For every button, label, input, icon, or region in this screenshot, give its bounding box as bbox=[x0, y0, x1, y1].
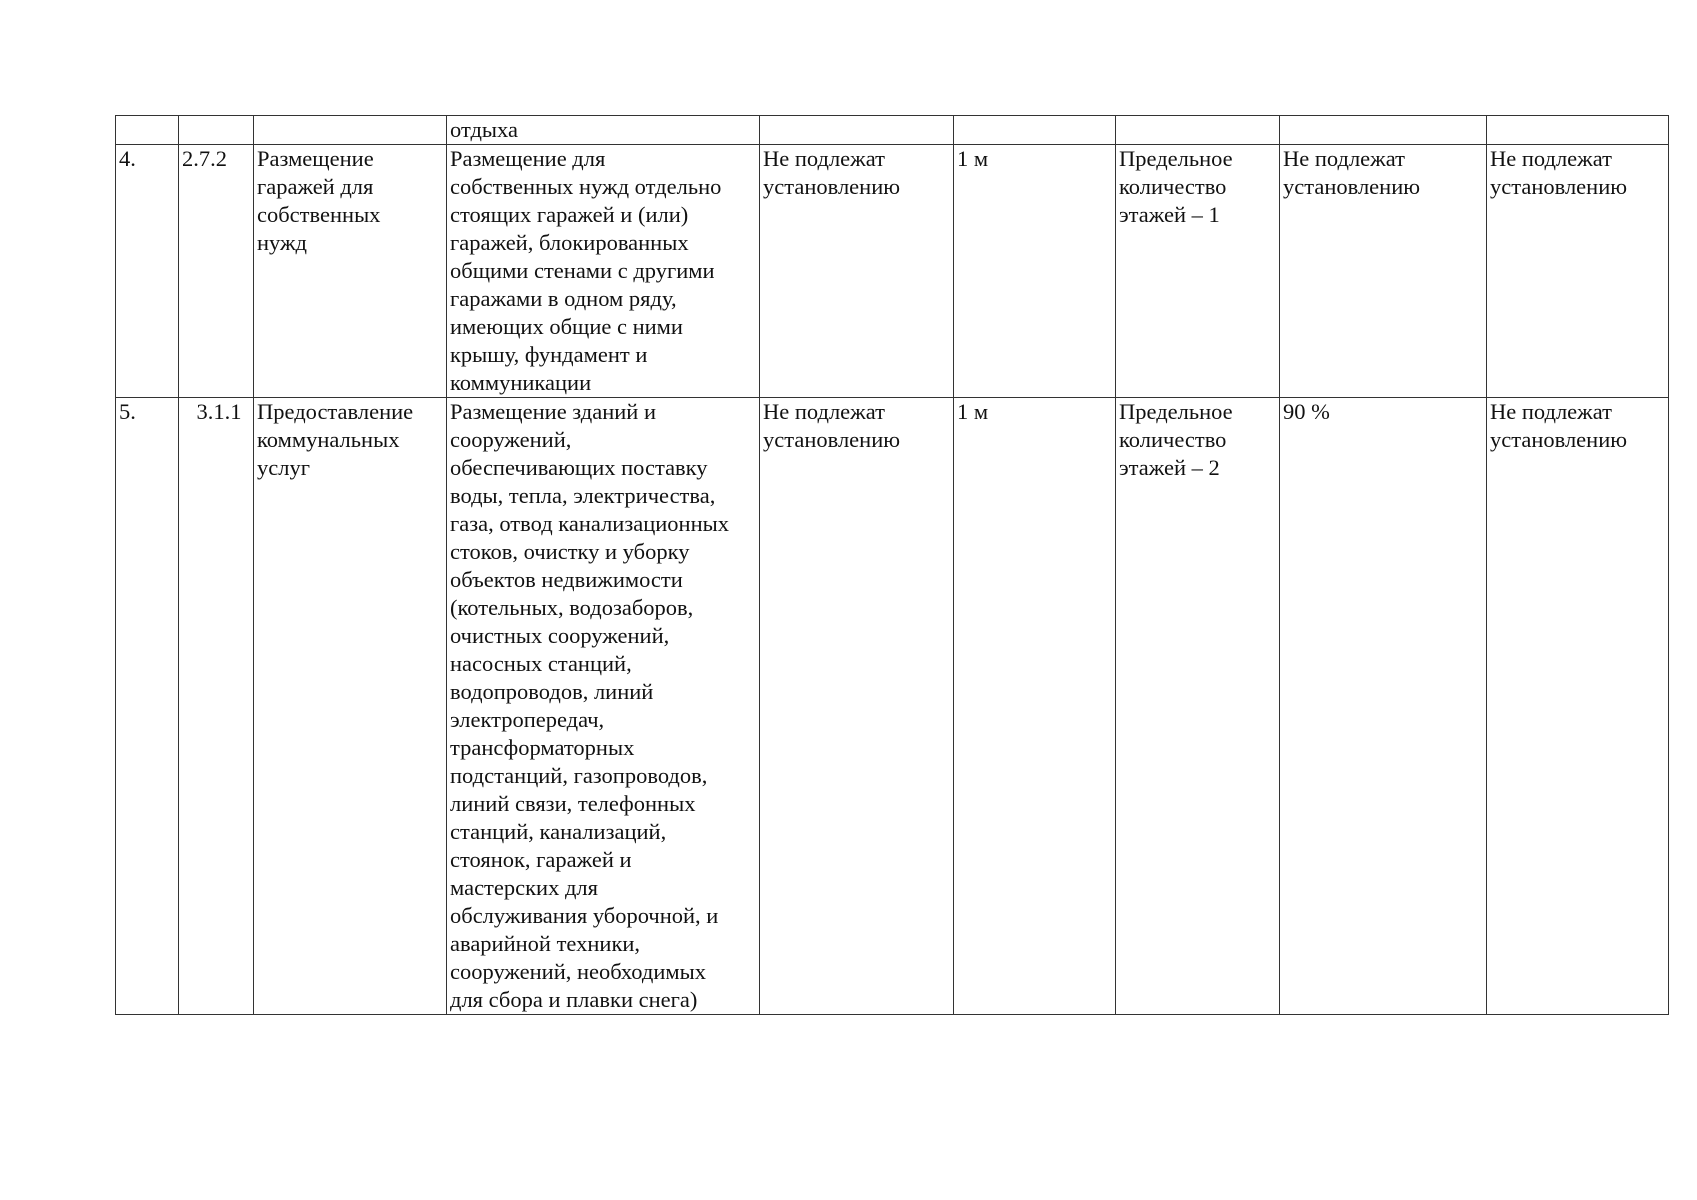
cell-code bbox=[179, 116, 254, 145]
cell-col8 bbox=[1280, 116, 1487, 145]
cell-col9: Не подлежат установлению bbox=[1487, 398, 1669, 1015]
cell-col6 bbox=[954, 116, 1116, 145]
table-row bbox=[116, 145, 1669, 398]
cell-name bbox=[254, 116, 447, 145]
cell-description: Размещение для собственных нужд отдельно стоящих гаражей и (или) гаражей, блокированных общими стенами с другими гаражами в одном ряду, имеющих общие с ними крышу, фундамент и коммуникации bbox=[447, 145, 760, 398]
table-row bbox=[116, 398, 1669, 1015]
cell-col7: Предельное количество этажей – 1 bbox=[1116, 145, 1280, 398]
cell-col9: Не подлежат установлению bbox=[1487, 145, 1669, 398]
cell-col7: Предельное количество этажей – 2 bbox=[1116, 398, 1280, 1015]
table-row bbox=[116, 116, 1669, 145]
cell-number bbox=[116, 116, 179, 145]
cell-name: Предоставление коммунальных услуг bbox=[254, 398, 447, 1015]
cell-col8: 90 % bbox=[1280, 398, 1487, 1015]
cell-name: Размещение гаражей для собственных нужд bbox=[254, 145, 447, 398]
cell-col5: Не подлежат установлению bbox=[760, 145, 954, 398]
regulations-table bbox=[115, 115, 1669, 1015]
cell-description: отдыха bbox=[447, 116, 760, 145]
cell-code: 3.1.1 bbox=[179, 398, 254, 1015]
cell-code: 2.7.2 bbox=[179, 145, 254, 398]
cell-col5: Не подлежат установлению bbox=[760, 398, 954, 1015]
cell-col5 bbox=[760, 116, 954, 145]
cell-col8: Не подлежат установлению bbox=[1280, 145, 1487, 398]
cell-number: 5. bbox=[116, 398, 179, 1015]
cell-number: 4. bbox=[116, 145, 179, 398]
cell-col6: 1 м bbox=[954, 145, 1116, 398]
cell-col9 bbox=[1487, 116, 1669, 145]
cell-description: Размещение зданий и сооружений, обеспечивающих поставку воды, тепла, электричества, газа, отвод канализационных стоков, очистку и уборку объектов недвижимости (котельных, водозаборов, очистных сооружений, насосных станций, водопроводов, линий электропередач, трансформаторных подстанций, газопроводов, линий связи, телефонных станций, канализаций, стоянок, гаражей и мастерских для обслуживания уборочной, и аварийной техники, сооружений, необходимых для сбора и плавки снега) bbox=[447, 398, 760, 1015]
cell-col7 bbox=[1116, 116, 1280, 145]
cell-col6: 1 м bbox=[954, 398, 1116, 1015]
